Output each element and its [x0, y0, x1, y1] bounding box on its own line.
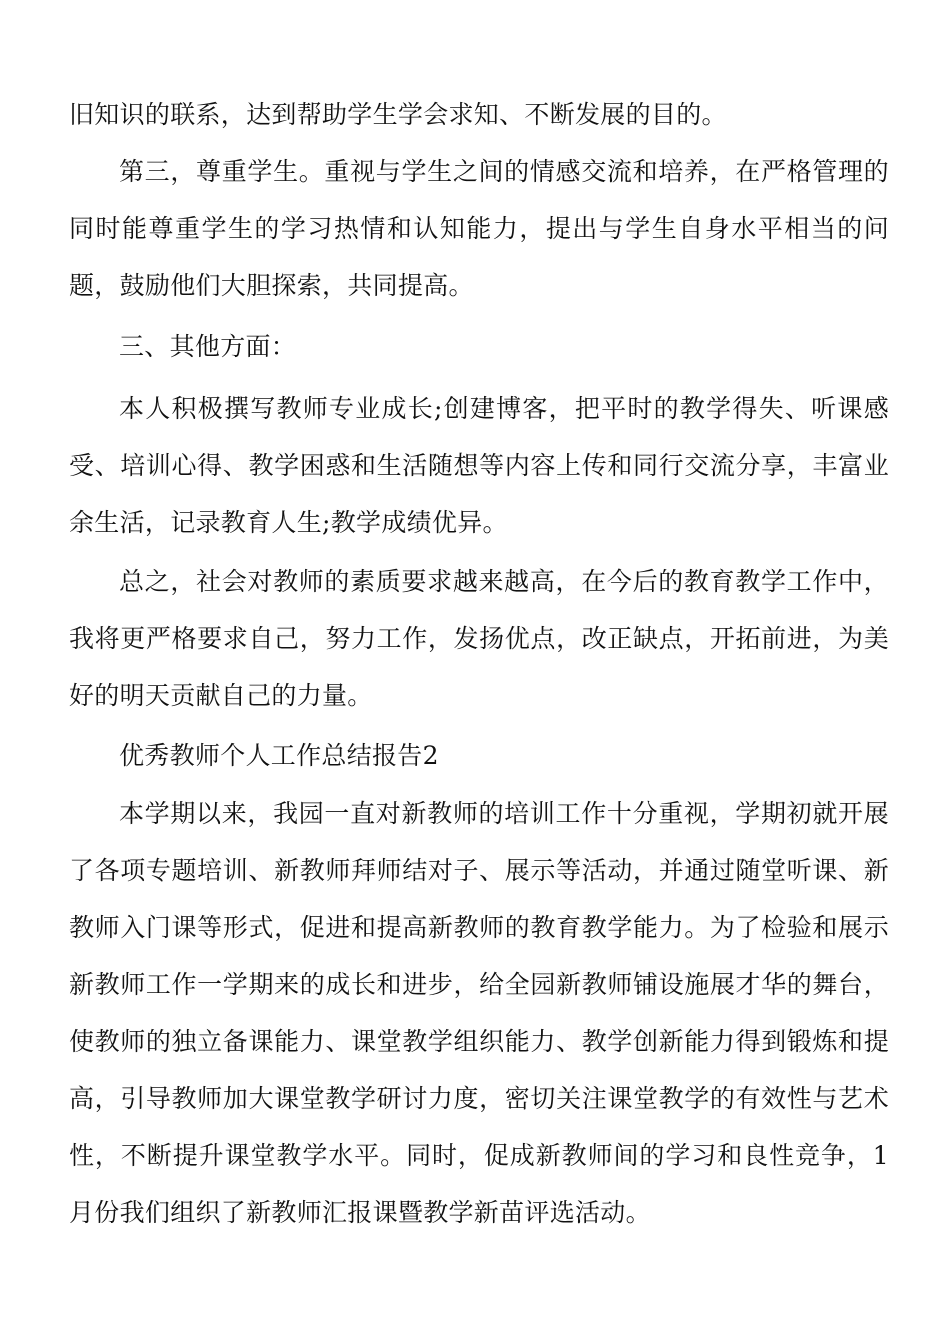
- paragraph-continuation: 旧知识的联系，达到帮助学生学会求知、不断发展的目的。: [69, 100, 727, 129]
- paragraph-conclusion: 总之，社会对教师的素质要求越来越高，在今后的教育教学工作中，我将更严格要求自己，努力工作，发扬优点，改正缺点，开拓前进，为美好的明天贡献自己的力量。: [69, 567, 889, 710]
- report-subtitle: 优秀教师个人工作总结报告2: [119, 741, 439, 770]
- section-heading-other-aspects: 三、其他方面：: [119, 332, 297, 361]
- paragraph-respect-students: 第三，尊重学生。重视与学生之间的情感交流和培养，在严格管理的同时能尊重学生的学习热情和认知能力，提出与学生自身水平相当的问题，鼓励他们大胆探索，共同提高。: [69, 157, 889, 300]
- paragraph-new-teacher-training: 本学期以来，我园一直对新教师的培训工作十分重视，学期初就开展了各项专题培训、新教师拜师结对子、展示等活动，并通过随堂听课、新教师入门课等形式，促进和提高新教师的教育教学能力。为了检验和展示新教师工作一学期来的成长和进步，给全园新教师铺设施展才华的舞台，使教师的独立备课能力、课堂教学组织能力、教学创新能力得到锻炼和提高，引导教师加大课堂教学研讨力度，密切关注课堂教学的有效性与艺术性，不断提升课堂教学水平。同时，促成新教师间的学习和良性竞争，1月份我们组织了新教师汇报课暨教学新苗评选活动。: [69, 799, 889, 1227]
- paragraph-blog-writing: 本人积极撰写教师专业成长;创建博客，把平时的教学得失、听课感受、培训心得、教学困惑和生活随想等内容上传和同行交流分享，丰富业余生活，记录教育人生;教学成绩优异。: [69, 394, 889, 537]
